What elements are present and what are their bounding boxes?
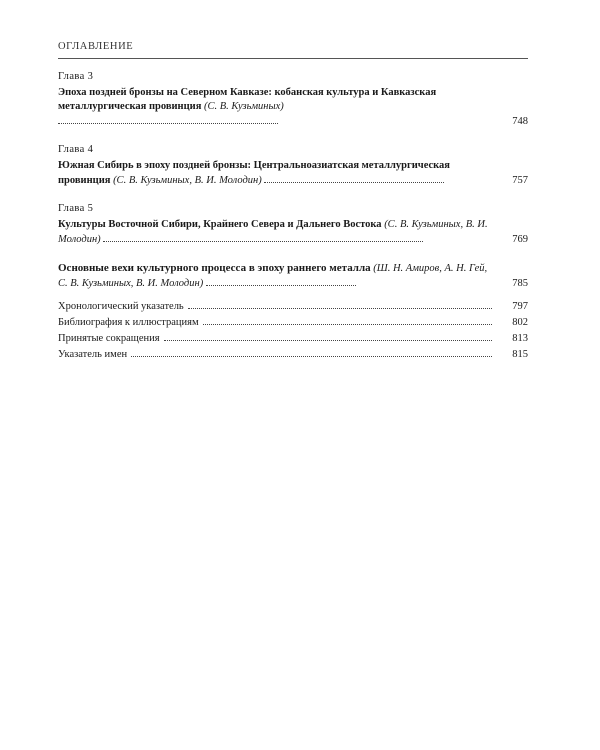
chapter-authors: (С. В. Кузьминых, В. И. Молодин): [113, 175, 262, 186]
index-page-number: 815: [512, 349, 528, 360]
chapter-title: Эпоха поздней бронзы на Северном Кавказе: кобанская культура и Кавказская металлургическая провинция: [58, 87, 437, 112]
chapter-title: Южная Сибирь в эпоху поздней бронзы: Центральноазиатская металлургическая провинция: [58, 160, 450, 186]
chapter-page-number: 769: [512, 234, 528, 245]
toc-index-chronological[interactable]: [58, 299, 528, 313]
index-label: Хронологический указатель: [58, 301, 184, 312]
toc-index-illustrations[interactable]: [58, 315, 528, 329]
chapter-entry: [58, 86, 528, 129]
chapter-label: Глава 4: [58, 144, 94, 155]
toc-index-abbreviations[interactable]: [58, 331, 528, 345]
chapter-title: Культуры Восточной Сибири, Крайнего Севера и Дальнего Востока: [58, 219, 382, 230]
index-label: Принятые сокращения: [58, 333, 160, 344]
table-of-contents-page: [58, 40, 528, 363]
chapter-entry: [58, 159, 528, 188]
dot-leader: [164, 331, 492, 341]
dot-leader: [188, 299, 492, 309]
index-page-number: 813: [512, 333, 528, 344]
chapter-authors: (С. В. Кузьминых): [204, 101, 284, 112]
section-entry: [58, 261, 528, 291]
header-rule: [58, 58, 528, 59]
toc-chapter-5[interactable]: [58, 202, 528, 247]
running-head: ОГЛАВЛЕНИЕ: [58, 41, 134, 52]
index-page-number: 797: [512, 301, 528, 312]
chapter-page-number: 748: [512, 116, 528, 127]
chapter-label: Глава 3: [58, 71, 94, 82]
dot-leader: [58, 114, 278, 124]
dot-leader: [264, 173, 444, 183]
toc-index-names[interactable]: [58, 347, 528, 361]
chapter-authors: (С. В. Кузьминых, В. И. Молодин): [58, 219, 488, 245]
index-page-number: 802: [512, 317, 528, 328]
chapter-label: Глава 5: [58, 203, 94, 214]
index-label: Указатель имен: [58, 349, 128, 360]
toc-chapter-3[interactable]: [58, 70, 528, 129]
section-title: Основные вехи культурного процесса в эпоху раннего металла: [58, 262, 371, 274]
toc-entries: [58, 70, 528, 361]
chapter-entry: [58, 218, 528, 247]
toc-section-main-milestones[interactable]: [58, 261, 528, 291]
toc-chapter-4[interactable]: [58, 143, 528, 188]
section-page-number: 785: [512, 278, 528, 289]
dot-leader: [203, 315, 492, 325]
index-label: Библиография к иллюстрациям: [58, 317, 199, 328]
dot-leader: [131, 347, 492, 357]
dot-leader: [206, 276, 356, 286]
section-authors: (Ш. Н. Амиров, А. Н. Гей, С. В. Кузьминых, В. И. Молодин): [58, 263, 488, 289]
chapter-page-number: 757: [512, 175, 528, 186]
dot-leader: [103, 232, 423, 242]
